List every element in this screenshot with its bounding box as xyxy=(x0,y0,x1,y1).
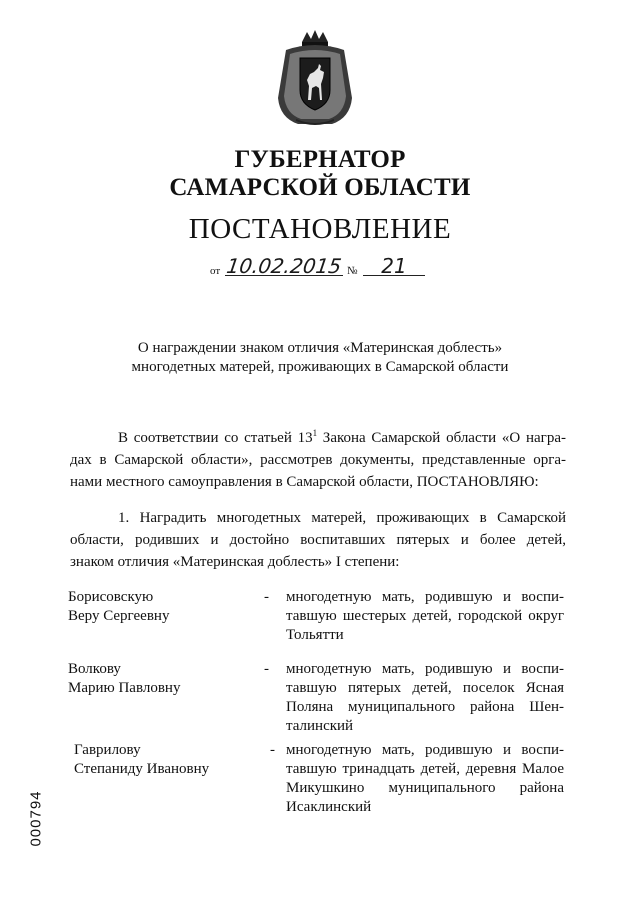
recipient-description-line: тавшую пятерых детей, поселок Ясная xyxy=(286,680,564,696)
authority-title-line2: САМАРСКОЙ ОБЛАСТИ xyxy=(169,174,471,201)
recipient-surname: Волкову xyxy=(68,661,121,677)
recipient-dash: - xyxy=(270,742,275,758)
date-prefix: от xyxy=(210,265,221,277)
recipient-description-line: Исаклинский xyxy=(286,799,372,815)
document-number: 21 xyxy=(381,254,407,278)
recipient-description-line: Тольятти xyxy=(286,627,344,643)
clause-1-line2: области, родивших и достойно воспитавших пятерых и более детей, xyxy=(70,532,566,548)
clause-1-line3: знаком отличия «Материнская доблесть» I степени: xyxy=(70,554,400,570)
recipient-given-name: Веру Сергеевну xyxy=(68,608,170,624)
authority-title-line1: ГУБЕРНАТОР xyxy=(234,146,406,173)
clause-1-line1: 1. Наградить многодетных матерей, проживающих в Самарской xyxy=(118,510,566,526)
recipient-dash: - xyxy=(264,589,269,605)
clause-1-paragraph xyxy=(70,507,566,573)
document-date: 10.02.2015 xyxy=(225,254,343,278)
subject-line2: многодетных матерей, проживающих в Самарской области xyxy=(131,359,509,375)
preamble-line2: дах в Самарской области», рассмотрев документы, представленные орга- xyxy=(70,452,566,468)
preamble-line1-text: В соответствии со статьей 13 xyxy=(118,430,313,446)
preamble-line3: нами местного самоуправления в Самарской области, ПОСТАНОВЛЯЮ: xyxy=(70,474,539,490)
serial-number-text: 000794 xyxy=(27,790,45,847)
recipient-surname: Борисовскую xyxy=(68,589,154,605)
preamble-line1-text-end: Закона Самарской области «О награ- xyxy=(317,430,566,446)
recipient-surname: Гаврилову xyxy=(74,742,141,758)
preamble-paragraph xyxy=(70,427,566,493)
date-underline xyxy=(225,275,343,276)
recipient-description-line: Микушкино муниципального района xyxy=(286,780,564,796)
recipient-name xyxy=(68,588,248,626)
recipient-description-line: тавшую тринадцать детей, деревня Малое xyxy=(286,761,564,777)
recipient-description-line: многодетную мать, родившую и воспи- xyxy=(286,661,564,677)
recipient-description xyxy=(286,660,564,736)
serial-number-stamp xyxy=(26,780,46,860)
recipient-description-line: многодетную мать, родившую и воспи- xyxy=(286,589,564,605)
subject-line1: О награждении знаком отличия «Материнская доблесть» xyxy=(137,340,503,356)
document-type: ПОСТАНОВЛЕНИЕ xyxy=(188,213,452,245)
number-underline xyxy=(363,275,425,276)
recipient-given-name: Марию Павловну xyxy=(68,680,181,696)
number-prefix: № xyxy=(347,265,358,277)
recipient-dash: - xyxy=(264,661,269,677)
recipient-description xyxy=(286,741,564,817)
preamble-superscript: 1 xyxy=(312,428,318,438)
preamble-line1 xyxy=(70,427,566,449)
samara-coat-of-arms-icon xyxy=(272,28,358,128)
recipient-description-line: Поляна муниципального района Шен- xyxy=(286,699,564,715)
recipient-name xyxy=(74,741,254,779)
recipient-given-name: Степаниду Ивановну xyxy=(74,761,210,777)
recipient-description-line: многодетную мать, родившую и воспи- xyxy=(286,742,564,758)
recipient-description xyxy=(286,588,564,645)
recipient-description-line: талинский xyxy=(286,718,354,734)
recipient-description-line: тавшую шестерых детей, городской округ xyxy=(286,608,564,624)
recipient-name xyxy=(68,660,248,698)
date-number-line xyxy=(205,254,435,280)
